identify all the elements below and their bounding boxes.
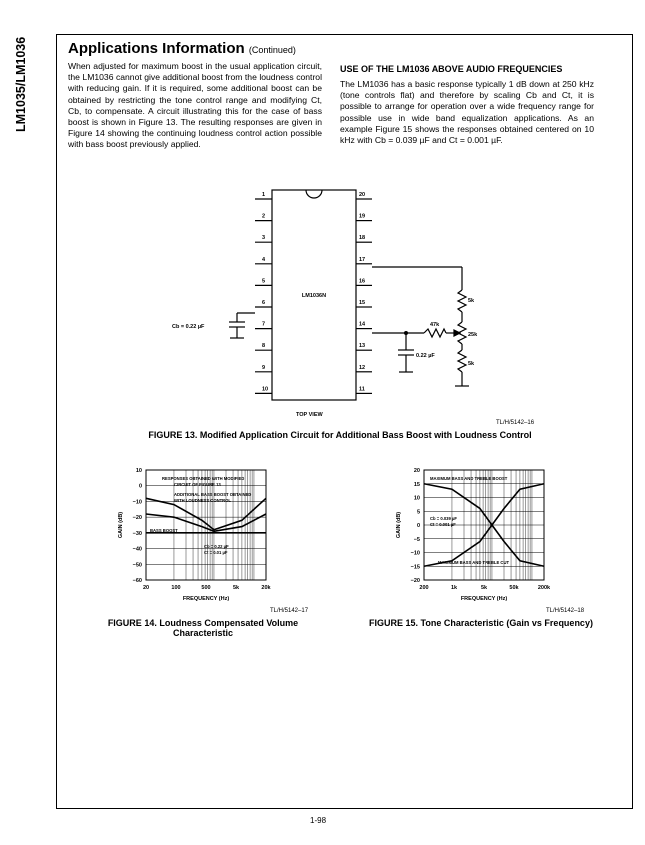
x-axis-label: FREQUENCY (Hz) bbox=[182, 596, 230, 602]
chip-label: LM1036N bbox=[301, 293, 327, 299]
y-axis-label: GAIN (dB) bbox=[396, 511, 402, 539]
pot-bot-label: 5k bbox=[468, 361, 475, 367]
fig14-caption bbox=[78, 618, 328, 638]
fig14-note-cb: Cb = 0.22 µF bbox=[204, 544, 229, 549]
fig14-code: TL/H/5142–17 bbox=[270, 608, 309, 614]
fig14-note-ct: Ct = 0.01 µF bbox=[204, 550, 228, 555]
pin-17-label: 17 bbox=[359, 256, 366, 263]
x-tick-label: 50k bbox=[509, 585, 519, 591]
y-tick-label: −15 bbox=[410, 564, 420, 571]
x-tick-label: 20 bbox=[142, 585, 150, 591]
y-tick-label: −5 bbox=[413, 536, 420, 543]
pin-13-label: 13 bbox=[359, 343, 366, 350]
figure-15-chart bbox=[378, 460, 558, 610]
fig15-code: TL/H/5142–18 bbox=[546, 608, 585, 614]
right-heading: USE OF THE LM1036 ABOVE AUDIO FREQUENCIES bbox=[340, 64, 563, 74]
fig13-code: TL/H/5142–16 bbox=[496, 420, 535, 426]
fig15-note-ct: Ct = 0.001 µF bbox=[430, 522, 456, 527]
x-tick-label: 20k bbox=[261, 585, 271, 591]
pin-5-label: 5 bbox=[262, 278, 266, 285]
y-tick-label: −20 bbox=[132, 515, 142, 522]
fig14-caption-line1: FIGURE 14. Loudness Compensated Volume bbox=[107, 618, 299, 628]
fig14-note-responses: RESPONSES OBTAINED WITH MODIFIED bbox=[162, 476, 245, 481]
fig14-note-bass-boost: BASS BOOST bbox=[150, 528, 178, 533]
left-paragraph: When adjusted for maximum boost in the usual application circuit, the LM1036 cannot give additional boost from the loudness control with reducing gain. If it is required, some additional boost can be obtained by restricting the tone control range and modifying Ct, Cb, to compensate. A circuit illustrating this for the case of bass boost is shown in Figure 13. The resulting responses are given in Figure 14 showing the continuing loudness control action possible with bass boost previously applied. bbox=[68, 61, 322, 150]
fig13-caption: FIGURE 13. Modified Application Circuit for Additional Bass Boost with Loudness Control bbox=[148, 430, 532, 440]
page-number: 1-98 bbox=[310, 816, 327, 825]
y-tick-label: 10 bbox=[135, 468, 142, 474]
pin-1-label: 1 bbox=[262, 192, 266, 198]
fig15-caption: FIGURE 15. Tone Characteristic (Gain vs Frequency) bbox=[369, 618, 593, 628]
pin-16-label: 16 bbox=[359, 278, 366, 285]
pin-20-label: 20 bbox=[359, 192, 366, 198]
pin-10-label: 10 bbox=[262, 386, 269, 393]
x-tick-label: 200k bbox=[537, 585, 551, 591]
fig14-note-additional: ADDITIONAL BASS BOOST OBTAINED bbox=[174, 492, 252, 497]
x-tick-label: 100 bbox=[171, 585, 181, 591]
y-tick-label: −10 bbox=[410, 550, 420, 557]
pin-14-label: 14 bbox=[359, 321, 366, 328]
pin-15-label: 15 bbox=[359, 300, 366, 306]
x-axis-label: FREQUENCY (Hz) bbox=[460, 596, 508, 602]
y-tick-label: −20 bbox=[410, 578, 420, 584]
y-tick-label: −30 bbox=[132, 530, 142, 537]
cb-label: Cb = 0.22 µF bbox=[172, 324, 205, 330]
y-tick-label: −40 bbox=[132, 546, 142, 553]
pin-8-label: 8 bbox=[262, 343, 266, 350]
fig15-note-cb: Cb = 0.039 µF bbox=[430, 516, 457, 521]
pin-7-label: 7 bbox=[262, 321, 266, 328]
pin-11-label: 11 bbox=[359, 386, 365, 393]
y-tick-label: 20 bbox=[413, 468, 420, 474]
y-axis-label: GAIN (dB) bbox=[118, 511, 124, 539]
right-paragraph: The LM1036 has a basic response typically 1 dB down at 250 kHz (tone controls flat) and therefore by scaling Cb and Ct, it is possible to arrange for operation over a wide frequency range for possible use in wide band equalization applications. As an example Figure 15 shows the responses obtained centered on 10 kHz with Cb = 0.039 µF and Ct = 0.001 µF. bbox=[340, 79, 594, 146]
fig14-note-circuit: CIRCUIT OF FIGURE 13 bbox=[174, 482, 221, 487]
pin-3-label: 3 bbox=[262, 235, 266, 242]
fig15-note-boost: MAXIMUM BASS AND TREBLE BOOST bbox=[430, 476, 508, 481]
fig14-caption-line2: Characteristic bbox=[172, 628, 234, 638]
pot-top-label: 5k bbox=[468, 298, 475, 304]
pin-9-label: 9 bbox=[262, 364, 266, 371]
cap2-label: 0.22 µF bbox=[416, 353, 435, 359]
x-tick-label: 5k bbox=[232, 585, 240, 591]
y-tick-label: 0 bbox=[416, 523, 420, 529]
y-tick-label: 15 bbox=[413, 481, 420, 488]
y-tick-label: 0 bbox=[138, 483, 142, 490]
pin-12-label: 12 bbox=[359, 364, 366, 371]
y-tick-label: −10 bbox=[132, 499, 142, 506]
y-tick-label: 10 bbox=[413, 495, 420, 502]
fig14-note-loudness: WITH LOUDNESS CONTROL bbox=[174, 498, 231, 503]
page-title: Applications Information (Continued) bbox=[68, 40, 296, 57]
top-view-label: TOP VIEW bbox=[296, 412, 323, 418]
pin-6-label: 6 bbox=[262, 300, 266, 306]
pot-mid-label: 25k bbox=[468, 332, 478, 338]
figure-14-chart bbox=[100, 460, 280, 610]
y-tick-label: −50 bbox=[132, 562, 142, 569]
x-tick-label: 200 bbox=[419, 585, 429, 591]
y-tick-label: 5 bbox=[416, 509, 420, 516]
x-tick-label: 5k bbox=[480, 585, 488, 591]
pin-18-label: 18 bbox=[359, 235, 366, 242]
r47k-label: 47k bbox=[430, 322, 440, 328]
side-label: LM1035/LM1036 bbox=[14, 36, 28, 132]
pin-19-label: 19 bbox=[359, 213, 366, 220]
pin-4-label: 4 bbox=[262, 256, 266, 263]
fig15-note-cut: MAXIMUM BASS AND TREBLE CUT bbox=[438, 560, 510, 565]
x-tick-label: 500 bbox=[201, 585, 211, 591]
pin-2-label: 2 bbox=[262, 213, 266, 220]
y-tick-label: −60 bbox=[132, 578, 142, 584]
series-line-1 bbox=[146, 498, 266, 529]
x-tick-label: 1k bbox=[450, 585, 458, 591]
